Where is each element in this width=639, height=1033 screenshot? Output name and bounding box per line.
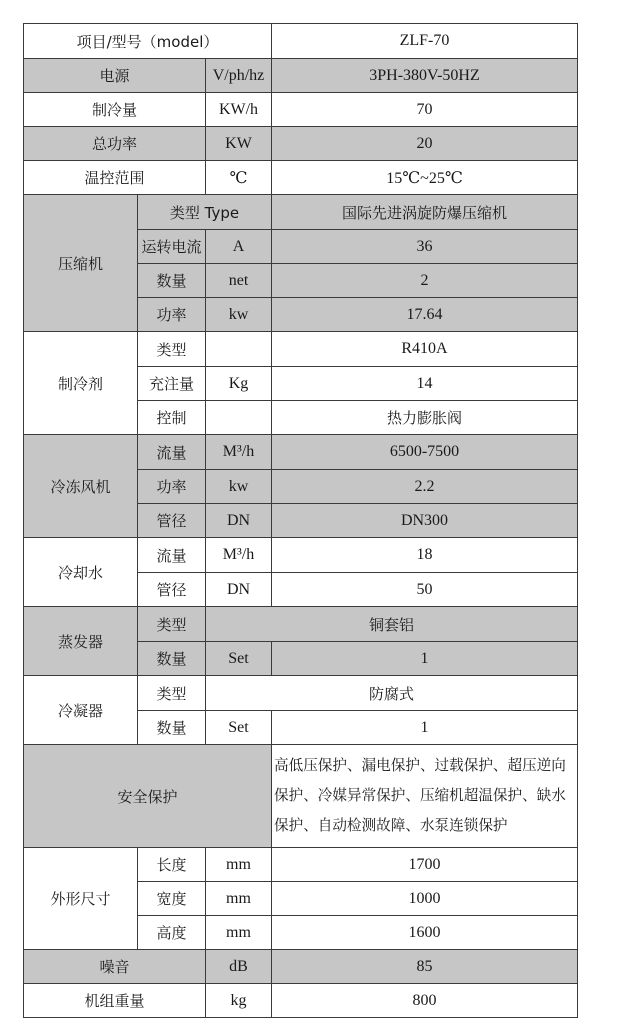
table-row xyxy=(24,435,578,470)
compressor-current-unit: A xyxy=(206,230,272,264)
cooling-capacity-value: 70 xyxy=(272,93,578,127)
safety-value: 高低压保护、漏电保护、过载保护、超压逆向保护、冷媒异常保护、压缩机超温保护、缺水保护、自动检测故障、水泵连锁保护 xyxy=(272,745,578,848)
table-row xyxy=(24,59,578,93)
table-row xyxy=(24,538,578,573)
total-power-label: 总功率 xyxy=(24,127,206,161)
compressor-power-unit: kw xyxy=(206,298,272,332)
condenser-label: 冷凝器 xyxy=(24,676,138,745)
refrigerant-control-unit xyxy=(206,401,272,435)
weight-value: 800 xyxy=(272,984,578,1018)
table-row xyxy=(24,607,578,642)
table-row xyxy=(24,93,578,127)
refrigerant-type-label: 类型 xyxy=(138,332,206,367)
compressor-current-label: 运转电流 xyxy=(138,230,206,264)
condenser-qty-unit: Set xyxy=(206,711,272,745)
compressor-power-value: 17.64 xyxy=(272,298,578,332)
length-unit: mm xyxy=(206,848,272,882)
safety-label: 安全保护 xyxy=(24,745,272,848)
cooling-water-pipe-unit: DN xyxy=(206,573,272,607)
length-value: 1700 xyxy=(272,848,578,882)
fan-flow-label: 流量 xyxy=(138,435,206,470)
noise-label: 噪音 xyxy=(24,950,206,984)
evaporator-qty-unit: Set xyxy=(206,642,272,676)
fan-pipe-unit: DN xyxy=(206,504,272,538)
dimensions-label: 外形尺寸 xyxy=(24,848,138,950)
compressor-type-value: 国际先进涡旋防爆压缩机 xyxy=(272,195,578,230)
compressor-type-label: 类型 Type xyxy=(138,195,272,230)
noise-value: 85 xyxy=(272,950,578,984)
total-power-value: 20 xyxy=(272,127,578,161)
fan-pipe-label: 管径 xyxy=(138,504,206,538)
condenser-type-value: 防腐式 xyxy=(206,676,578,711)
refrigerant-label: 制冷剂 xyxy=(24,332,138,435)
width-unit: mm xyxy=(206,882,272,916)
item-model-label: 项目/型号（model） xyxy=(24,24,272,59)
table-row xyxy=(24,984,578,1018)
evaporator-qty-value: 1 xyxy=(272,642,578,676)
temp-range-label: 温控范围 xyxy=(24,161,206,195)
power-unit: V/ph/hz xyxy=(206,59,272,93)
cooling-water-flow-unit: M³/h xyxy=(206,538,272,573)
table-row xyxy=(24,161,578,195)
table-row xyxy=(24,950,578,984)
fan-flow-unit: M³/h xyxy=(206,435,272,470)
temp-range-unit: ℃ xyxy=(206,161,272,195)
spec-table xyxy=(23,23,578,1018)
fan-pipe-value: DN300 xyxy=(272,504,578,538)
condenser-qty-value: 1 xyxy=(272,711,578,745)
refrigerant-charge-unit: Kg xyxy=(206,367,272,401)
weight-label: 机组重量 xyxy=(24,984,206,1018)
table-row xyxy=(24,745,578,848)
cooling-capacity-unit: KW/h xyxy=(206,93,272,127)
length-label: 长度 xyxy=(138,848,206,882)
refrigerant-type-value: R410A xyxy=(272,332,578,367)
height-unit: mm xyxy=(206,916,272,950)
evaporator-label: 蒸发器 xyxy=(24,607,138,676)
condenser-type-label: 类型 xyxy=(138,676,206,711)
compressor-current-value: 36 xyxy=(272,230,578,264)
refrigerant-charge-value: 14 xyxy=(272,367,578,401)
weight-unit: kg xyxy=(206,984,272,1018)
refrigerant-type-unit xyxy=(206,332,272,367)
power-value: 3PH-380V-50HZ xyxy=(272,59,578,93)
evaporator-qty-label: 数量 xyxy=(138,642,206,676)
compressor-qty-label: 数量 xyxy=(138,264,206,298)
evaporator-type-value: 铜套铝 xyxy=(206,607,578,642)
fan-power-unit: kw xyxy=(206,470,272,504)
model-value: ZLF-70 xyxy=(272,24,578,59)
width-label: 宽度 xyxy=(138,882,206,916)
compressor-power-label: 功率 xyxy=(138,298,206,332)
refrigerant-control-value: 热力膨胀阀 xyxy=(272,401,578,435)
fan-power-value: 2.2 xyxy=(272,470,578,504)
cooling-water-label: 冷却水 xyxy=(24,538,138,607)
compressor-qty-unit: net xyxy=(206,264,272,298)
table-row xyxy=(24,332,578,367)
fan-label: 冷冻风机 xyxy=(24,435,138,538)
total-power-unit: KW xyxy=(206,127,272,161)
cooling-water-pipe-label: 管径 xyxy=(138,573,206,607)
cooling-water-flow-value: 18 xyxy=(272,538,578,573)
table-row xyxy=(24,195,578,230)
temp-range-value: 15℃~25℃ xyxy=(272,161,578,195)
evaporator-type-label: 类型 xyxy=(138,607,206,642)
table-row xyxy=(24,24,578,59)
height-label: 高度 xyxy=(138,916,206,950)
compressor-qty-value: 2 xyxy=(272,264,578,298)
cooling-water-flow-label: 流量 xyxy=(138,538,206,573)
height-value: 1600 xyxy=(272,916,578,950)
condenser-qty-label: 数量 xyxy=(138,711,206,745)
table-row xyxy=(24,848,578,882)
refrigerant-control-label: 控制 xyxy=(138,401,206,435)
fan-power-label: 功率 xyxy=(138,470,206,504)
width-value: 1000 xyxy=(272,882,578,916)
cooling-capacity-label: 制冷量 xyxy=(24,93,206,127)
cooling-water-pipe-value: 50 xyxy=(272,573,578,607)
compressor-label: 压缩机 xyxy=(24,195,138,332)
noise-unit: dB xyxy=(206,950,272,984)
power-label: 电源 xyxy=(24,59,206,93)
fan-flow-value: 6500-7500 xyxy=(272,435,578,470)
table-row xyxy=(24,127,578,161)
refrigerant-charge-label: 充注量 xyxy=(138,367,206,401)
table-row xyxy=(24,676,578,711)
